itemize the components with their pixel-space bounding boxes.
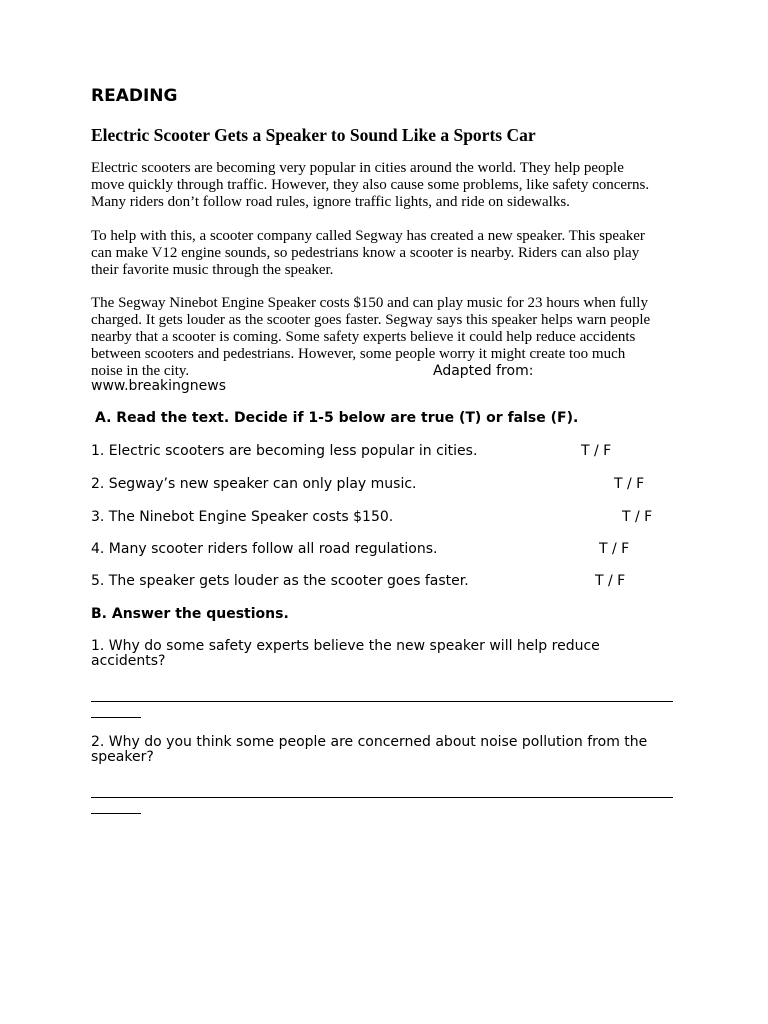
tf-question-1	[91, 443, 731, 461]
tf-choice[interactable]: T / F	[599, 541, 630, 557]
paragraph-line: charged. It gets louder as the scooter goes faster. Segway says this speaker helps warn people	[91, 312, 651, 328]
tf-choice[interactable]: T / F	[581, 443, 612, 459]
open-question-1	[91, 639, 681, 669]
tf-choice[interactable]: T / F	[595, 573, 626, 589]
paragraph-line: can make V12 engine sounds, so pedestrians know a scooter is nearby. Riders can also play	[91, 245, 640, 261]
article-paragraph-2	[91, 228, 681, 279]
tf-question-text: 1. Electric scooters are becoming less popular in cities.	[91, 443, 478, 459]
answer-line[interactable]	[91, 796, 673, 798]
tf-question-text: 3. The Ninebot Engine Speaker costs $150.	[91, 509, 394, 525]
page-heading: READING	[91, 86, 178, 106]
section-a-heading: A. Read the text. Decide if 1-5 below are true (T) or false (F).	[95, 410, 579, 426]
question-line: 1. Why do some safety experts believe the new speaker will help reduce	[91, 638, 600, 654]
paragraph-line: their favorite music through the speaker.	[91, 262, 334, 278]
tf-question-3	[91, 509, 731, 527]
paragraph-line: Electric scooters are becoming very popular in cities around the world. They help people	[91, 160, 624, 176]
section-b-heading: B. Answer the questions.	[91, 606, 289, 622]
tf-question-text: 5. The speaker gets louder as the scooter goes faster.	[91, 573, 469, 589]
answer-line[interactable]	[91, 700, 673, 702]
tf-question-4	[91, 541, 731, 559]
paragraph-line: Many riders don’t follow road rules, ignore traffic lights, and ride on sidewalks.	[91, 194, 570, 210]
answer-line[interactable]	[91, 716, 141, 718]
tf-choice[interactable]: T / F	[614, 476, 645, 492]
paragraph-line: between scooters and pedestrians. However, some people worry it might create too much	[91, 346, 626, 362]
paragraph-line: noise in the city.	[91, 363, 190, 379]
article-title: Electric Scooter Gets a Speaker to Sound Like a Sports Car	[91, 125, 536, 145]
paragraph-line: To help with this, a scooter company called Segway has created a new speaker. This speaker	[91, 228, 645, 244]
article-paragraph-3	[91, 295, 681, 380]
tf-question-text: 2. Segway’s new speaker can only play music.	[91, 476, 417, 492]
tf-question-5	[91, 573, 731, 591]
question-line: accidents?	[91, 653, 166, 669]
paragraph-line: The Segway Ninebot Engine Speaker costs $150 and can play music for 23 hours when fully	[91, 295, 648, 311]
question-line: 2. Why do you think some people are concerned about noise pollution from the	[91, 734, 648, 750]
adapted-from-label: Adapted from:	[433, 363, 534, 379]
question-line: speaker?	[91, 749, 154, 765]
tf-question-text: 4. Many scooter riders follow all road regulations.	[91, 541, 438, 557]
paragraph-line: move quickly through traffic. However, they also cause some problems, like safety concerns.	[91, 177, 650, 193]
open-question-2	[91, 735, 681, 765]
paragraph-line: nearby that a scooter is coming. Some safety experts believe it could help reduce accidents	[91, 329, 636, 345]
article-paragraph-1	[91, 160, 681, 211]
source-url: www.breakingnews	[91, 378, 227, 394]
answer-line[interactable]	[91, 812, 141, 814]
tf-choice[interactable]: T / F	[622, 509, 653, 525]
tf-question-2	[91, 476, 731, 494]
